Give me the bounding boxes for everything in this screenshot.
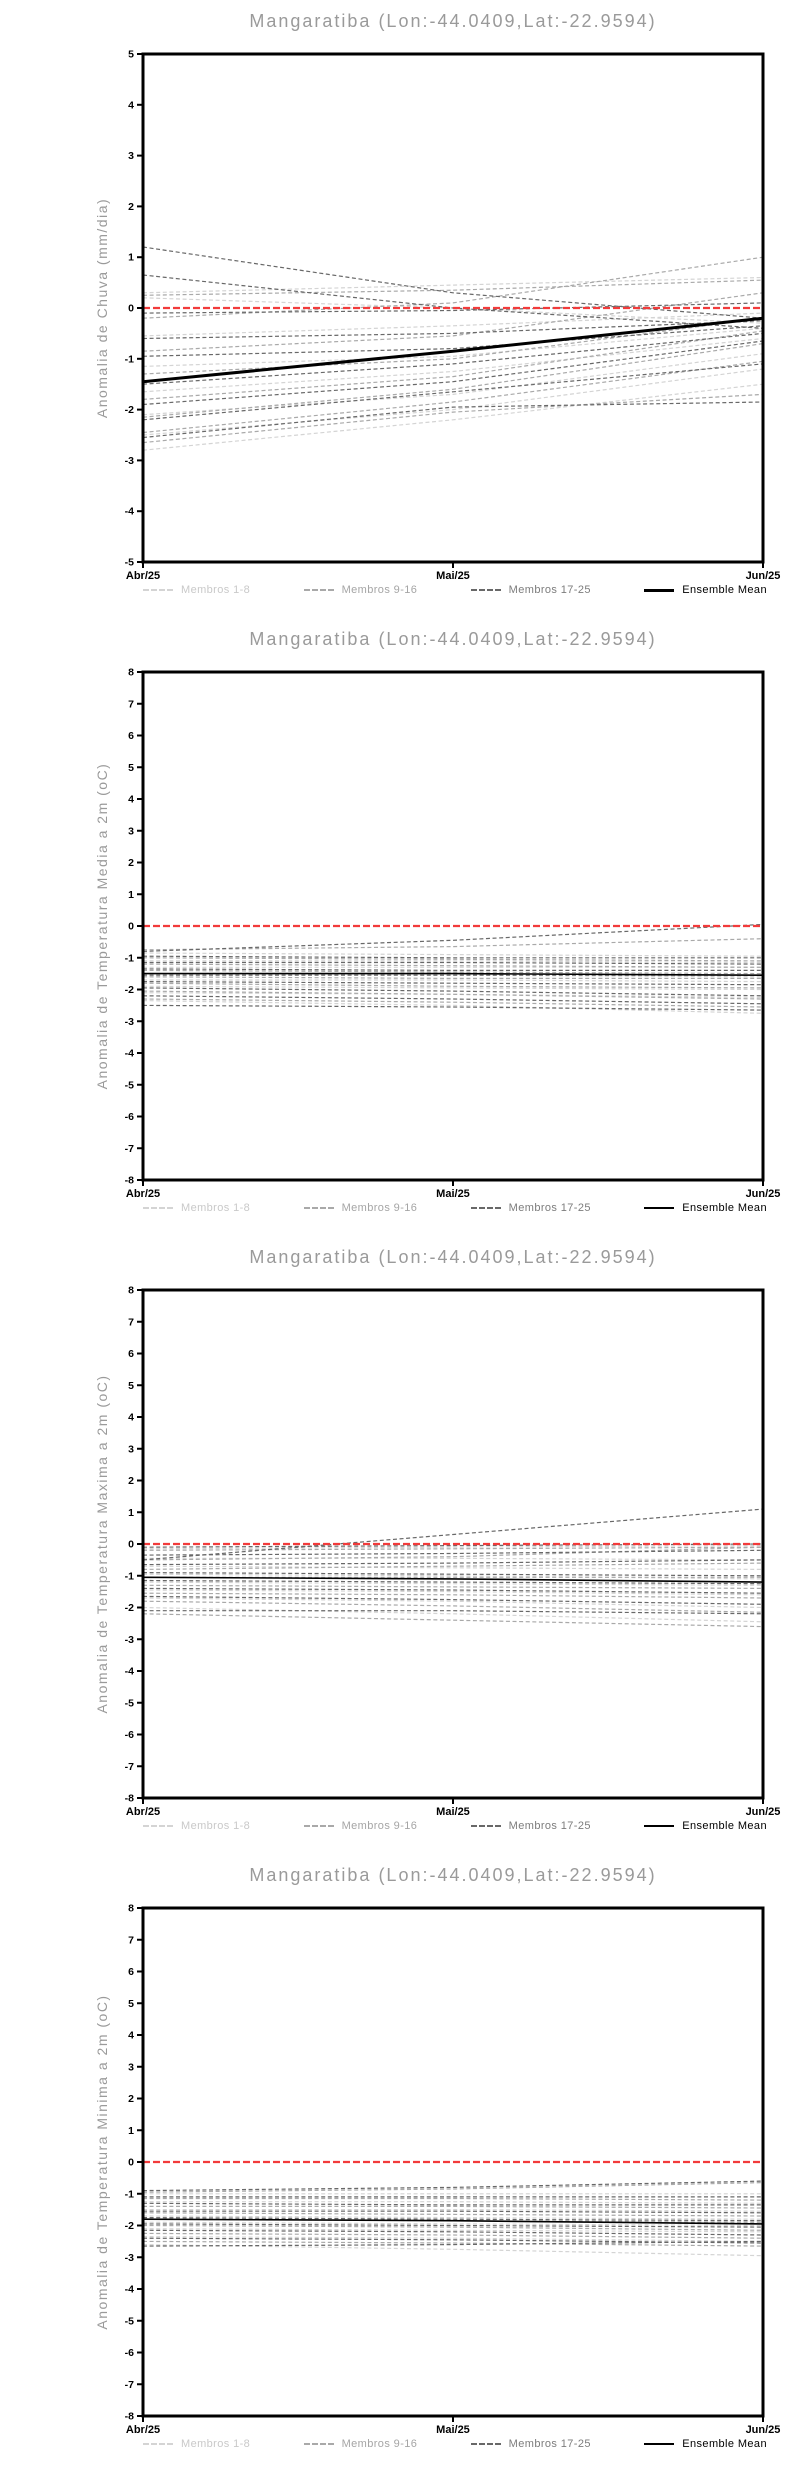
svg-text:-1: -1 — [124, 2188, 134, 2201]
svg-text:Mai/25: Mai/25 — [436, 570, 470, 582]
legend-label: Membros 9-16 — [341, 2438, 418, 2450]
legend-label: Membros 17-25 — [508, 1820, 591, 1832]
legend-item-membros-1-8 — [143, 584, 250, 596]
legend — [143, 584, 767, 596]
legend-item-membros-17-25 — [471, 1820, 591, 1832]
y-axis-label: Anomalia de Temperatura Media a 2m (oC) — [94, 762, 110, 1090]
svg-text:-5: -5 — [124, 2315, 134, 2328]
svg-text:8: 8 — [128, 666, 134, 679]
svg-text:-2: -2 — [124, 984, 134, 996]
legend-item-membros-1-8 — [143, 1820, 250, 1832]
svg-text:3: 3 — [128, 1443, 134, 1456]
dashed-line-sample-light — [143, 2443, 173, 2445]
svg-text:-3: -3 — [124, 2251, 134, 2264]
legend-label: Membros 1-8 — [181, 2438, 251, 2450]
legend-label: Membros 9-16 — [341, 584, 418, 596]
legend-item-membros-17-25 — [471, 2438, 591, 2450]
svg-text:4: 4 — [128, 99, 134, 112]
svg-text:-6: -6 — [124, 1729, 134, 1741]
plot-canvas-min-temperature — [0, 1854, 800, 2472]
svg-text:-3: -3 — [124, 454, 134, 467]
legend-item-membros-9-16 — [304, 584, 418, 596]
svg-text:Jun/25: Jun/25 — [745, 2424, 781, 2436]
svg-text:-5: -5 — [124, 556, 134, 569]
svg-text:Jun/25: Jun/25 — [745, 570, 781, 582]
svg-text:-8: -8 — [124, 1792, 134, 1805]
svg-text:Abr/25: Abr/25 — [125, 2424, 161, 2436]
legend — [143, 1820, 767, 1832]
legend-label: Ensemble Mean — [682, 1202, 767, 1214]
svg-text:0: 0 — [128, 2156, 134, 2169]
svg-text:2: 2 — [128, 200, 134, 213]
svg-text:Abr/25: Abr/25 — [125, 1188, 161, 1200]
svg-text:-1: -1 — [124, 353, 134, 366]
legend-item-ensemble-mean — [644, 1820, 767, 1832]
svg-text:-7: -7 — [124, 1760, 134, 1773]
svg-text:-4: -4 — [124, 505, 134, 518]
svg-text:3: 3 — [128, 150, 134, 163]
svg-text:-1: -1 — [124, 952, 134, 965]
svg-text:5: 5 — [128, 1997, 134, 2010]
solid-line-sample-mean — [644, 2443, 674, 2445]
svg-text:1: 1 — [128, 2124, 134, 2137]
svg-text:1: 1 — [128, 1506, 134, 1519]
svg-text:Jun/25: Jun/25 — [745, 1806, 781, 1818]
dashed-line-sample-dark — [471, 2443, 501, 2445]
legend-label: Membros 1-8 — [181, 1820, 251, 1832]
svg-text:3: 3 — [128, 2061, 134, 2074]
svg-text:8: 8 — [128, 1902, 134, 1915]
svg-text:0: 0 — [128, 302, 134, 315]
svg-text:-7: -7 — [124, 2378, 134, 2391]
svg-text:-3: -3 — [124, 1633, 134, 1646]
legend-label: Ensemble Mean — [682, 2438, 767, 2450]
dashed-line-sample-dark — [471, 1207, 501, 1209]
legend — [143, 1202, 767, 1214]
legend-item-membros-17-25 — [471, 1202, 591, 1214]
legend-item-membros-9-16 — [304, 2438, 418, 2450]
svg-text:-2: -2 — [124, 2220, 134, 2232]
svg-text:2: 2 — [128, 2093, 134, 2105]
plot-canvas-mean-temperature — [0, 618, 800, 1236]
svg-text:-7: -7 — [124, 1142, 134, 1155]
legend — [143, 2438, 767, 2450]
legend-item-ensemble-mean — [644, 2438, 767, 2450]
chart-block-min-temperature-anomaly — [0, 1854, 800, 2472]
legend-item-membros-1-8 — [143, 1202, 250, 1214]
svg-text:7: 7 — [128, 1316, 134, 1329]
svg-text:8: 8 — [128, 1284, 134, 1297]
svg-text:4: 4 — [128, 2029, 134, 2042]
svg-text:-5: -5 — [124, 1697, 134, 1710]
y-axis-label: Anomalia de Chuva (mm/dia) — [94, 197, 110, 419]
svg-text:1: 1 — [128, 888, 134, 901]
dashed-line-sample-mid — [304, 2443, 334, 2445]
dashed-line-sample-dark — [471, 589, 501, 591]
dashed-line-sample-mid — [304, 1207, 334, 1209]
svg-text:-6: -6 — [124, 1111, 134, 1123]
legend-item-ensemble-mean — [644, 584, 767, 596]
svg-text:-4: -4 — [124, 1665, 134, 1678]
svg-text:7: 7 — [128, 1934, 134, 1947]
chart-block-max-temperature-anomaly — [0, 1236, 800, 1854]
svg-text:Mai/25: Mai/25 — [436, 1806, 470, 1818]
svg-text:Mai/25: Mai/25 — [436, 1188, 470, 1200]
chart-title: Mangaratiba (Lon:-44.0409,Lat:-22.9594) — [249, 1865, 657, 1885]
legend-item-ensemble-mean — [644, 1202, 767, 1214]
solid-line-sample-mean — [644, 1207, 674, 1209]
svg-text:-2: -2 — [124, 404, 134, 417]
dashed-line-sample-light — [143, 1825, 173, 1827]
legend-label: Membros 1-8 — [181, 584, 251, 596]
dashed-line-sample-mid — [304, 589, 334, 591]
legend-item-membros-9-16 — [304, 1202, 418, 1214]
legend-label: Membros 17-25 — [508, 2438, 591, 2450]
svg-text:5: 5 — [128, 1379, 134, 1392]
svg-text:3: 3 — [128, 825, 134, 838]
dashed-line-sample-light — [143, 1207, 173, 1209]
svg-text:4: 4 — [128, 793, 134, 806]
plot-canvas-max-temperature — [0, 1236, 800, 1854]
svg-text:-8: -8 — [124, 2410, 134, 2423]
svg-text:-6: -6 — [124, 2347, 134, 2359]
legend-item-membros-17-25 — [471, 584, 591, 596]
svg-text:6: 6 — [128, 1966, 134, 1978]
svg-text:0: 0 — [128, 1538, 134, 1551]
legend-label: Ensemble Mean — [682, 584, 767, 596]
dashed-line-sample-light — [143, 589, 173, 591]
y-axis-label: Anomalia de Temperatura Maxima a 2m (oC) — [94, 1374, 110, 1714]
svg-text:4: 4 — [128, 1411, 134, 1424]
svg-text:7: 7 — [128, 698, 134, 711]
legend-item-membros-9-16 — [304, 1820, 418, 1832]
chart-title: Mangaratiba (Lon:-44.0409,Lat:-22.9594) — [249, 629, 657, 649]
solid-line-sample-mean — [644, 589, 674, 592]
svg-text:5: 5 — [128, 761, 134, 774]
svg-text:6: 6 — [128, 1348, 134, 1360]
legend-label: Membros 9-16 — [341, 1820, 418, 1832]
svg-text:2: 2 — [128, 1475, 134, 1487]
svg-text:-4: -4 — [124, 2283, 134, 2296]
svg-text:0: 0 — [128, 920, 134, 933]
svg-text:Jun/25: Jun/25 — [745, 1188, 781, 1200]
svg-text:2: 2 — [128, 857, 134, 869]
svg-text:5: 5 — [128, 48, 134, 61]
y-axis-label: Anomalia de Temperatura Minima a 2m (oC) — [94, 1994, 110, 2330]
legend-label: Membros 17-25 — [508, 584, 591, 596]
svg-text:Abr/25: Abr/25 — [125, 1806, 161, 1818]
solid-line-sample-mean — [644, 1825, 674, 1827]
svg-text:-1: -1 — [124, 1570, 134, 1583]
legend-item-membros-1-8 — [143, 2438, 250, 2450]
plot-canvas-precipitation — [0, 0, 800, 618]
chart-block-mean-temperature-anomaly — [0, 618, 800, 1236]
dashed-line-sample-dark — [471, 1825, 501, 1827]
svg-text:1: 1 — [128, 251, 134, 264]
chart-title: Mangaratiba (Lon:-44.0409,Lat:-22.9594) — [249, 11, 657, 31]
svg-text:-4: -4 — [124, 1047, 134, 1060]
chart-title: Mangaratiba (Lon:-44.0409,Lat:-22.9594) — [249, 1247, 657, 1267]
chart-block-precipitation-anomaly — [0, 0, 800, 618]
svg-text:-8: -8 — [124, 1174, 134, 1187]
legend-label: Ensemble Mean — [682, 1820, 767, 1832]
legend-label: Membros 1-8 — [181, 1202, 251, 1214]
svg-text:-5: -5 — [124, 1079, 134, 1092]
svg-text:Mai/25: Mai/25 — [436, 2424, 470, 2436]
svg-text:-2: -2 — [124, 1602, 134, 1614]
dashed-line-sample-mid — [304, 1825, 334, 1827]
svg-text:6: 6 — [128, 730, 134, 742]
svg-text:Abr/25: Abr/25 — [125, 570, 161, 582]
legend-label: Membros 17-25 — [508, 1202, 591, 1214]
svg-text:-3: -3 — [124, 1015, 134, 1028]
legend-label: Membros 9-16 — [341, 1202, 418, 1214]
